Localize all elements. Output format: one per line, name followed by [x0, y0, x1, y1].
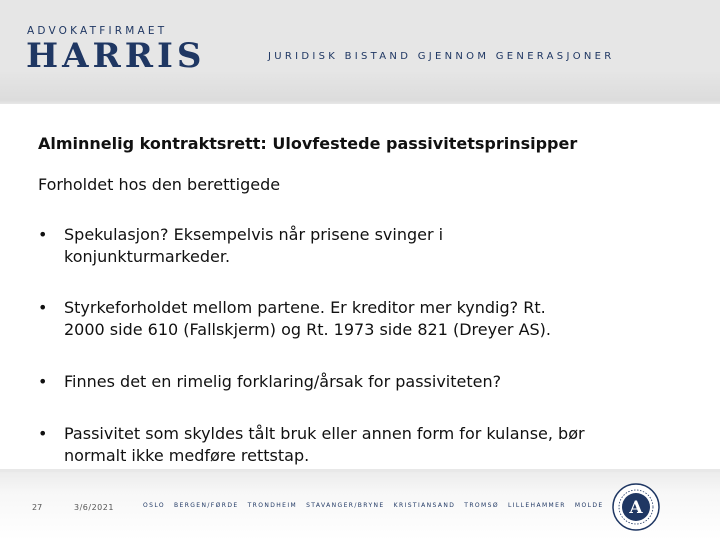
bullet-line: konjunkturmarkeder.: [64, 247, 231, 266]
office-list: [143, 502, 604, 509]
firm-logo-text: HARRIS: [26, 36, 206, 76]
office-item: MOLDE: [574, 502, 604, 509]
seal-letter: A: [629, 498, 643, 518]
office-item: KRISTIANSAND: [393, 502, 456, 509]
slide-title: Alminnelig kontraktsrett: Ulovfestede passivitetsprinsipper: [38, 134, 578, 153]
bullet-item: [38, 224, 678, 268]
office-item: TROMSØ: [464, 502, 499, 509]
slide-subtitle: Forholdet hos den berettigede: [38, 175, 281, 194]
bullet-item: [38, 371, 678, 393]
bullet-dot: •: [38, 225, 48, 244]
bullet-line: Passivitet som skyldes tålt bruk eller annen form for kulanse, bør: [64, 424, 585, 443]
bullet-dot: •: [38, 424, 48, 443]
firm-seal-icon: [612, 483, 660, 531]
bullet-line: Spekulasjon? Eksempelvis når prisene svinger i: [64, 225, 444, 244]
bullet-line: normalt ikke medføre rettstap.: [64, 446, 310, 465]
office-item: TRONDHEIM: [247, 502, 298, 509]
bullet-item: [38, 423, 678, 467]
header-band: [0, 0, 720, 104]
office-item: BERGEN/FØRDE: [173, 502, 239, 509]
office-item: LILLEHAMMER: [507, 502, 566, 509]
bullet-line: 2000 side 610 (Fallskjerm) og Rt. 1973 side 821 (Dreyer AS).: [64, 320, 551, 339]
firm-label: ADVOKATFIRMAET: [27, 25, 168, 37]
bullet-dot: •: [38, 372, 48, 391]
page-number: 27: [32, 503, 43, 512]
firm-tagline: JURIDISK BISTAND GJENNOM GENERASJONER: [268, 51, 615, 62]
bullet-item: [38, 297, 678, 341]
bullet-dot: •: [38, 298, 48, 317]
bullet-line: Styrkeforholdet mellom partene. Er kreditor mer kyndig? Rt.: [64, 298, 546, 317]
slide-date: 3/6/2021: [74, 503, 114, 512]
office-item: OSLO: [143, 502, 165, 509]
office-item: STAVANGER/BRYNE: [306, 502, 385, 509]
bullet-line: Finnes det en rimelig forklaring/årsak for passiviteten?: [64, 372, 502, 391]
